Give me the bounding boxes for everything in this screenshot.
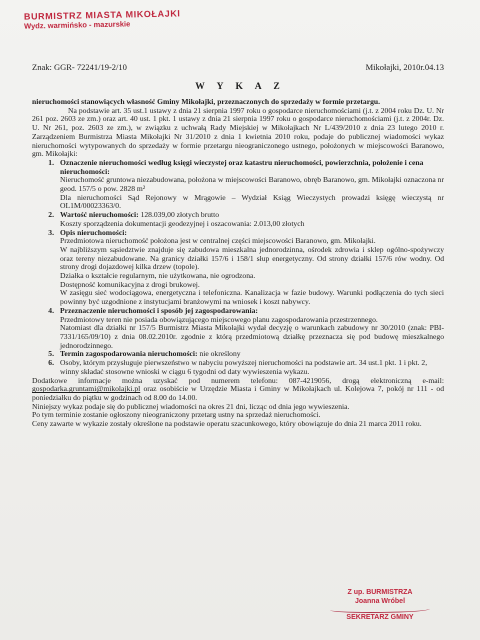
item-text: Natomiast dla działki nr 157/5 Burmistrz Miasta Mikołajki wydał decyzję o warunkach zabudowy nr 30/2010 (znak: PBI-7331/165/09/10) z dnia 08.02.2010r. zgodnie z którą przedmiotową działkę przeznacza się pod budowę mieszkalnego jednorodzinnego. [60,323,444,350]
item-heading-tail: 128.039,00 złotych brutto [138,210,220,220]
item-heading-tail: Osoby, którym przysługuje pierwszeństwo w nabyciu powyższej nieruchomości na podstawie art. 34 ust.1 pkt. 1 i pkt. 2, winny składać stosowne wnioski w ciągu 6 tygodni od daty wywieszenia wykazu. [60,358,428,376]
list-item [32,359,444,376]
reference-row [32,62,444,72]
item-content [60,359,444,376]
item-number: 3. [48,227,54,237]
item-text: W zasięgu sieć wodociągowa, energetyczna i telefoniczna. Kanalizacja w fazie budowy. Warunki podłączenia do tych sieci powinny być uzgodnione z instytucjami branżowymi na wniosek i koszt nabywcy. [60,288,444,307]
item-content [60,229,444,307]
lead-paragraph: nieruchomości stanowiących własność Gminy Mikołajki, przeznaczonych do sprzedaży w formie przetargu. [32,97,381,106]
item-text: Przedmiotowy teren nie posiada obowiązującego miejscowego planu zagospodarowania przestrzennego. [60,314,378,324]
item-content [60,307,444,351]
item-heading-line [60,359,444,376]
place-date: Mikołajki, 2010r.04.13 [365,62,444,72]
item-content [60,159,444,211]
item-number: 1. [48,157,54,167]
reference-number: Znak: GGR- 72241/19-2/10 [32,62,127,72]
item-text: W najbliższym sąsiedztwie znajduje się zabudowa mieszkalna jednorodzinna, ośrodek zdrowia i sklep ogólno-spożywczy oraz tereny niezabudowane. Na granicy działki 157/6 i 158/1 słup energetyczny. Od strony działki 157/6 rów wodny. Od strony drogi dojazdowej kilka drzew (topole). [60,244,444,272]
item-text: Dla nieruchomości Sąd Rejonowy w Mrągowie – Wydział Ksiąg Wieczystych prowadzi księgę wieczystą nr OL1M/00023363/0. [60,192,444,211]
signature-line-1: Z up. BURMISTRZA [347,589,413,596]
item-heading-line [60,159,444,176]
contact-paragraph [32,377,444,403]
item-heading: Oznaczenie nieruchomości według księgi wieczystej oraz katastru nieruchomości, powierzchnia, położenie i cena nieruchomości: [60,157,424,176]
item-number: 6. [48,358,54,368]
stamp-line-2: Wydz. warmińsko - mazurskie [24,19,131,31]
item-heading: Przeznaczenie nieruchomości i sposób jej zagospodarowania: [60,305,258,315]
items-list [32,159,444,377]
item-heading-tail: nie określony [197,349,241,359]
document-body [32,98,444,429]
tender-paragraph: Po tym terminie zostanie ogłoszony nieograniczony przetarg ustny na sprzedaż nieruchomości. [32,410,321,420]
email-link[interactable]: gospodarka.gruntami@mikolajki.pl [32,384,141,394]
signature-stamp [320,588,440,622]
list-item [32,229,444,307]
item-heading: Wartość nieruchomości: [60,210,139,220]
item-text: Przedmiotowa nieruchomość położona jest w centralnej części miejscowości Baranowo, gm. Mikołajki. [60,236,376,246]
header-stamp [24,8,181,31]
document-title: W Y K A Z [195,82,285,92]
item-text: Nieruchomość gruntowa niezabudowana, położona w miejscowości Baranowo, obręb Baranowo, gm. Mikołajki oznaczona nr geod. 157/5 o pow. 2828 m² [60,175,444,194]
list-item [32,307,444,351]
signature-line-3: SEKRETARZ GMINY [346,614,414,621]
item-number: 5. [48,349,54,359]
handwritten-signature [330,606,430,613]
item-text: Koszty sporządzenia dokumentacji geodezyjnej i oszacowania: 2.013,00 złotych [60,218,305,228]
stamp-line-1: BURMISTRZ MIASTA MIKOŁAJKI [23,8,181,22]
contact-text-b: oraz osobiście w Urzędzie Miasta i Gminy w Mikołajkach ul. Kolejowa 7, pokój nr 111 - od poniedziałku do piątku w godzinach od 8.00 do 14.00. [32,384,445,402]
signature-line-2: Joanna Wróbel [354,598,406,605]
list-item [32,211,444,228]
list-item [32,159,444,211]
item-heading: Opis nieruchomości: [60,227,127,237]
price-paragraph: Ceny zawarte w wykazie zostały określone na podstawie operatu szacunkowego, który obowiązuje do dnia 21 marca 2011 roku. [32,419,422,429]
contact-text-a: Dodatkowe informacje można uzyskać pod numerem telefonu: 087-4219056, drogą elektroniczną e-mail: [32,375,444,385]
item-content [60,211,444,228]
intro-paragraph: Na podstawie art. 35 ust.1 ustawy z dnia 21 sierpnia 1997 roku o gospodarce nieruchomościami (j.t. z 2004 roku Dz. U. Nr 261 poz. 2603 ze zm.) oraz art. 40 ust. 1 pkt. 1 ustawy z dnia 21 sierpnia 1997 roku o gospodarce nieruchomościami (j.t. z 2004r. Dz. U. Nr 261, poz. 2603 ze zm.), w związku z uchwałą Rady Miejskiej w Mikołajkach Nr L/439/2010 z dnia 23 lutego 2010 r. Zarządzeniem Burmistrza Miasta Mikołajki Nr 31/2010 z dnia 1 kwietnia 2010 roku, podaje do publicznej wiadomości wykaz nieruchomości wytypowanych do sprzedaży w formie przetargu nieograniczonego ustnego, położonych w miejscowości Baranowo, gm. Mikołajki: [32,105,444,159]
publication-paragraph: Niniejszy wykaz podaje się do publicznej wiadomości na okres 21 dni, licząc od dnia jego wywieszenia. [32,401,350,411]
item-number: 4. [48,305,54,315]
item-number: 2. [48,210,54,220]
item-text: Dostępność komunikacyjna z drogi brukowej. [60,279,200,289]
item-heading: Termin zagospodarowania nieruchomości: [60,349,198,359]
item-text: Działka o kształcie regularnym, nie użytkowana, nie ogrodzona. [60,271,256,281]
